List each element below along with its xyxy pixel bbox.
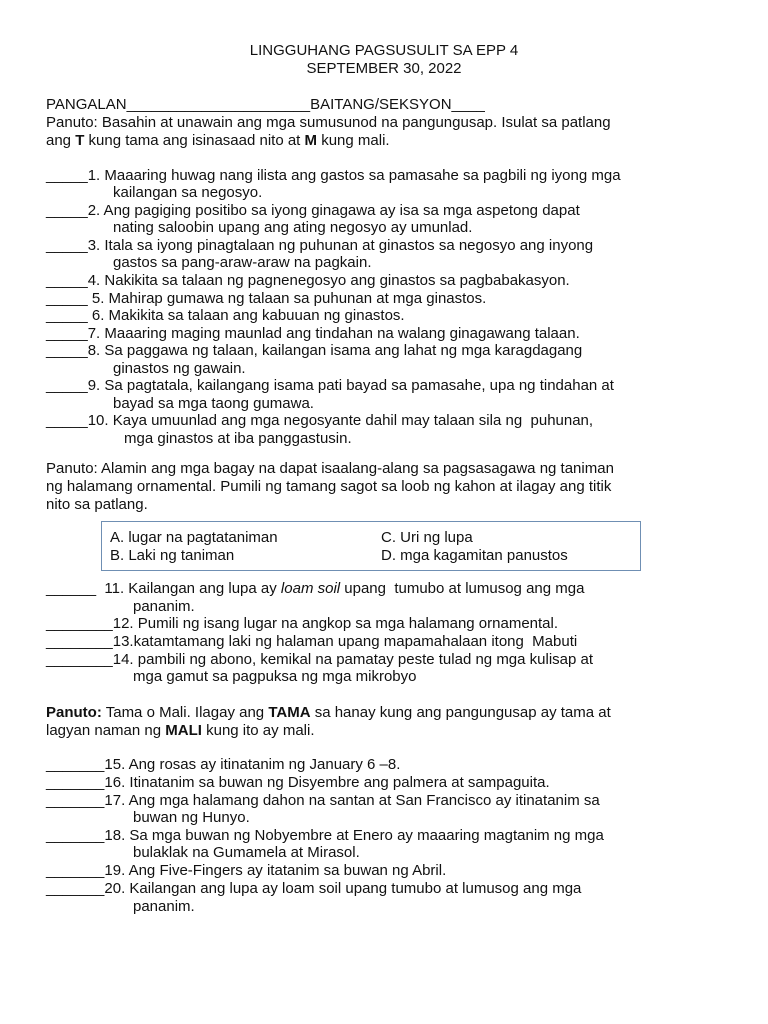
item-20-cont: pananim. (133, 898, 195, 915)
item-11-cont: pananim. (133, 598, 195, 615)
part2-instruction-line2: ng halamang ornamental. Pumili ng tamang sagot sa loob ng kahon at ilagay ang titik (46, 478, 612, 495)
item-1: _____1. Maaaring huwag nang ilista ang gastos sa pamasahe sa pagbili ng iyong mga (46, 167, 621, 184)
item-4: _____4. Nakikita sa talaan ng pagnenegosyo ang ginastos sa pagbabakasyon. (46, 272, 570, 289)
item-6: _____ 6. Makikita sa talaan ang kabuuan ng ginastos. (46, 307, 405, 324)
item-9: _____9. Sa pagtatala, kailangang isama pati bayad sa pamasahe, upa ng tindahan at (46, 377, 614, 394)
item-3-cont: gastos sa pang-araw-araw na pagkain. (113, 254, 372, 271)
item-8-cont: ginastos ng gawain. (113, 360, 246, 377)
part2-instruction-line1: Panuto: Alamin ang mga bagay na dapat isaalang-alang sa pagsasagawa ng taniman (46, 460, 614, 477)
item-20: _______20. Kailangan ang lupa ay loam soil upang tumubo at lumusog ang mga (46, 880, 582, 897)
item-10: _____10. Kaya umuunlad ang mga negosyante dahil may talaan sila ng puhunan, (46, 412, 594, 429)
item-16: _______16. Itinatanim sa buwan ng Disyembre ang palmera at sampaguita. (46, 774, 550, 791)
item-15: _______15. Ang rosas ay itinatanim ng January 6 –8. (46, 756, 401, 773)
item-17-cont: buwan ng Hunyo. (133, 809, 250, 826)
item-12: ________12. Pumili ng isang lugar na angkop sa mga halamang ornamental. (46, 615, 559, 632)
name-section-line: PANGALAN______________________BAITANG/SEKSYON____ (46, 96, 485, 113)
choice-a: A. lugar na pagtataniman (110, 529, 278, 546)
part2-instruction-line3: nito sa patlang. (46, 496, 148, 513)
part1-instruction-line2: ang T kung tama ang isinasaad nito at M kung mali. (46, 132, 390, 149)
item-2: _____2. Ang pagiging positibo sa iyong ginagawa ay isa sa mga aspetong dapat (46, 202, 580, 219)
item-8: _____8. Sa paggawa ng talaan, kailangan isama ang lahat ng mga karagdagang (46, 342, 583, 359)
choices-box (101, 521, 641, 571)
part1-instruction-line1: Panuto: Basahin at unawain ang mga sumusunod na pangungusap. Isulat sa patlang (46, 114, 611, 131)
choice-c: C. Uri ng lupa (381, 529, 473, 546)
item-14: ________14. pambili ng abono, kemikal na pamatay peste tulad ng mga kulisap at (46, 651, 594, 668)
item-13: ________13.katamtamang laki ng halaman upang mapamahalaan itong Mabuti (46, 633, 578, 650)
item-18-cont: bulaklak na Gumamela at Mirasol. (133, 844, 360, 861)
item-10-cont: mga ginastos at iba panggastusin. (124, 430, 352, 447)
choice-d: D. mga kagamitan panustos (381, 547, 568, 564)
item-11: ______ 11. Kailangan ang lupa ay loam soil upang tumubo at lumusog ang mga (46, 580, 585, 597)
item-2-cont: nating saloobin upang ang ating negosyo ay umunlad. (113, 219, 473, 236)
item-18: _______18. Sa mga buwan ng Nobyembre at Enero ay maaaring magtanim ng mga (46, 827, 604, 844)
part3-instruction-line1: Panuto: Tama o Mali. Ilagay ang TAMA sa hanay kung ang pangungusap ay tama at (46, 704, 611, 721)
item-19: _______19. Ang Five-Fingers ay itatanim sa buwan ng Abril. (46, 862, 447, 879)
item-9-cont: bayad sa mga taong gumawa. (113, 395, 314, 412)
item-17: _______17. Ang mga halamang dahon na santan at San Francisco ay itinatanim sa (46, 792, 600, 809)
worksheet-title: LINGGUHANG PAGSUSULIT SA EPP 4 (249, 42, 519, 59)
item-1-cont: kailangan sa negosyo. (113, 184, 263, 201)
part3-instruction-line2: lagyan naman ng MALI kung ito ay mali. (46, 722, 315, 739)
item-3: _____3. Itala sa iyong pinagtalaan ng puhunan at ginastos sa negosyo ang inyong (46, 237, 594, 254)
item-5: _____ 5. Mahirap gumawa ng talaan sa puhunan at mga ginastos. (46, 290, 487, 307)
item-14-cont: mga gamut sa pagpuksa ng mga mikrobyo (133, 668, 417, 685)
worksheet-date: SEPTEMBER 30, 2022 (306, 60, 462, 77)
item-7: _____7. Maaaring maging maunlad ang tindahan na walang ginagawang talaan. (46, 325, 580, 342)
choice-b: B. Laki ng taniman (110, 547, 235, 564)
